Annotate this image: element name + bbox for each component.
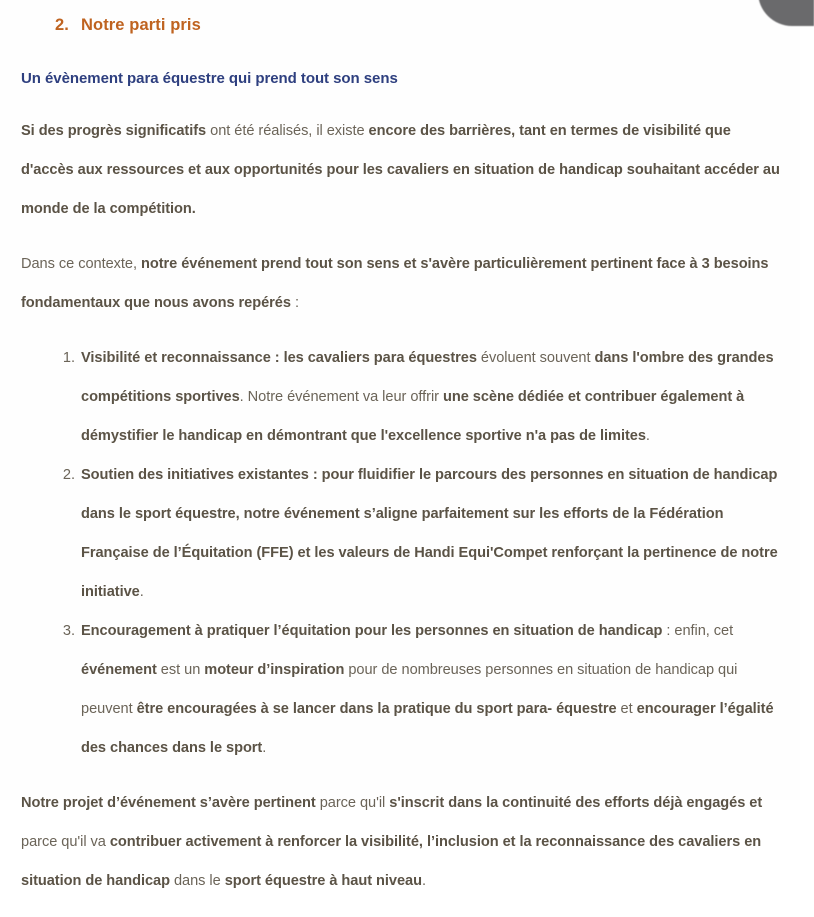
list-item <box>21 339 781 456</box>
sub-heading: Un évènement para équestre qui prend tout son sens <box>21 70 398 87</box>
text-run-regular: . <box>421 873 426 889</box>
text-run-regular: . Notre événement va leur offrir <box>239 389 443 405</box>
text-run-regular: dans le <box>173 873 225 889</box>
text-run-regular: : <box>290 295 299 311</box>
body-content <box>21 112 781 917</box>
paragraph-closing <box>21 784 781 901</box>
corner-overlay-artifact <box>758 0 814 26</box>
text-run-regular: parce qu'il <box>319 795 390 811</box>
text-run-bold: encore des barrières, tant en termes de visibilité que d'accès aux ressources et aux opportunités pour les cavaliers en situation de handicap souhaitant accéder au monde de la compétition. <box>21 123 780 217</box>
text-run-regular: Dans ce contexte, <box>21 256 141 272</box>
text-run-bold: s'inscrit dans la continuité des efforts déjà engagés et <box>389 795 763 811</box>
text-run-regular: . <box>262 740 267 756</box>
section-heading <box>55 16 201 35</box>
text-run-bold: Si des progrès significatifs <box>21 123 211 139</box>
text-run-bold: dans l'ombre des grandes compétitions sportives <box>81 350 774 405</box>
text-run-regular: . <box>645 428 650 444</box>
text-run-regular: et <box>616 701 637 717</box>
text-run-regular: parce qu'il va <box>21 834 110 850</box>
list-marker: 1. <box>62 350 75 366</box>
list-marker: 2. <box>62 467 75 483</box>
list-marker: 3. <box>62 623 75 639</box>
text-run-bold: Encouragement à pratiquer l’équitation pour les personnes en situation de handicap <box>81 623 667 639</box>
text-run-regular: pour de nombreuses personnes en situation de handicap qui peuvent <box>81 662 738 717</box>
text-run-bold: sport équestre à haut niveau <box>224 873 422 889</box>
paragraph-intro <box>21 112 781 229</box>
section-title: Notre parti pris <box>81 16 201 34</box>
text-run-bold: Soutien des initiatives existantes : pour fluidifier le parcours des personnes en situation de handicap dans le sport équestre, notre événement s’aligne parfaitement sur les efforts de la Fédération Française de l’Équitation (FFE) et les valeurs de Handi Equi'Compet renforçant la pertinence de notre initiative <box>81 467 778 600</box>
text-run-bold: Notre projet d’événement s’avère pertinent <box>21 795 320 811</box>
text-run-bold: encourager l’égalité des chances dans le sport <box>81 701 774 756</box>
list-item <box>21 456 781 612</box>
paragraph-context <box>21 245 781 323</box>
text-run-regular: est un <box>156 662 205 678</box>
section-number: 2. <box>55 16 69 34</box>
list-item <box>21 612 781 768</box>
list-item-text <box>81 612 781 768</box>
text-run-bold: une scène dédiée et contribuer également à démystifier le handicap en démontrant que l'excellence sportive n'a pas de limites <box>81 389 745 444</box>
numbered-list <box>21 339 781 768</box>
text-run-regular: . <box>139 584 144 600</box>
list-item-text <box>81 456 781 612</box>
text-run-bold: notre événement prend tout son sens et s'avère particulièrement pertinent face à 3 besoins fondamentaux que nous avons repérés <box>21 256 769 311</box>
text-run-regular: évoluent souvent <box>480 350 595 366</box>
text-run-bold: moteur d’inspiration <box>204 662 345 678</box>
text-run-bold: Visibilité et reconnaissance : les cavaliers para équestres <box>81 350 481 366</box>
text-run-bold: être encouragées à se lancer dans la pratique du sport para- équestre <box>136 701 617 717</box>
text-run-bold: événement <box>81 662 157 678</box>
text-run-bold: contribuer activement à renforcer la visibilité, l’inclusion et la reconnaissance des cavaliers en situation de handicap <box>21 834 762 889</box>
text-run-regular: : enfin, cet <box>666 623 734 639</box>
list-item-text <box>81 339 781 456</box>
text-run-regular: ont été réalisés, il existe <box>210 123 369 139</box>
